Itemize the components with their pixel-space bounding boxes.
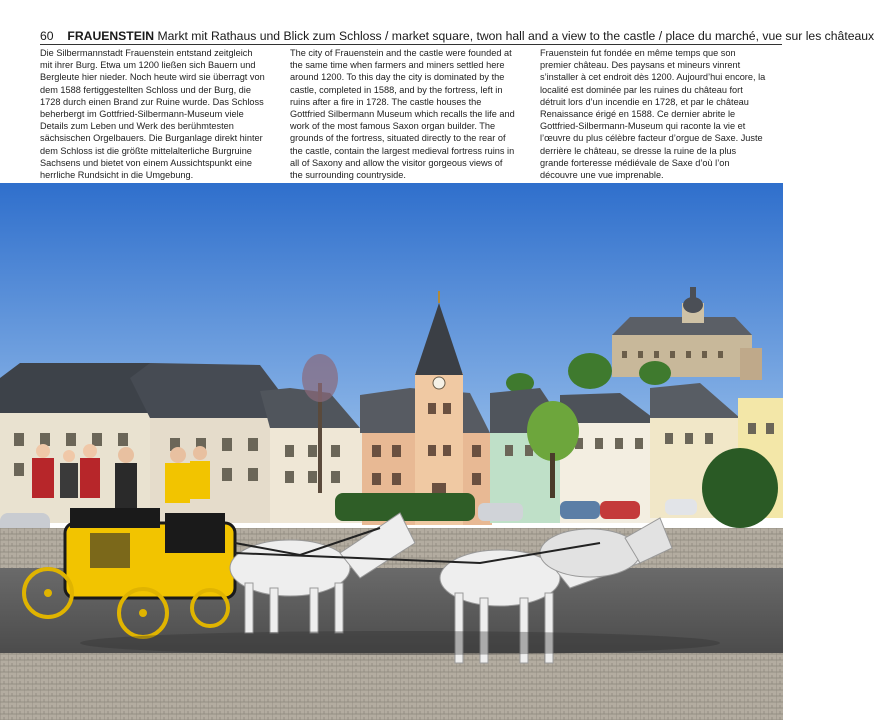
market-square-photo (0, 183, 783, 720)
french-text: Frauenstein fut fondée en même temps que son premier château. Des paysans et mineurs vinrent s’installer à cet endroit dès 1200. Aujourd’hui encore, la localité est dominée par les ruines du château fort détruit lors d’un incendie en 1728, et par le château Renaissance érigé en 1588. Ce dernier abrite le Gottfried-Silbermann-Museum qui raconte la vie et l’œuvre du plus célèbre facteur d’orgue de Saxe. Juste derrière le château, se dresse la ruine de la plus grande forteresse médiévale de Saxe d’où l’on découvre une vue imprenable. (540, 48, 766, 181)
hedge (335, 493, 475, 521)
german-text: Die Silbermannstadt Frauenstein entstand zeitgleich mit ihrer Burg. Etwa um 1200 ließen sich Bauern und Bergleute hier nieder. Noch heute wird sie überragt von dem 1588 fertiggestellten Schloss und der Burg, die 1728 durch einen Brand zur Ruine wurde. Das Schloss beherbergt im Gottfried-Silbermann-Museum viele Details zum Leben und Werk des berühmtesten sächsischen Orgelbauers. Die Burganlage direkt hinter dem Schloss ist die größte mittelalterliche Burgruine Sachsens und bietet von einem Aussichtspunkt eine herrliche Rundsicht in die Umgebung. (40, 48, 265, 181)
page-number: 60 (40, 29, 54, 43)
english-text: The city of Frauenstein and the castle were founded at the same time when farmers and miners settled here around 1200. To this day the city is dominated by the castle, completed in 1588, and by the fortress, left in ruins after a fire in 1728. The castle houses the Gottfried Silbermann Museum which recalls the life and work of the most famous Saxon organ builder. The grounds of the fortress, situated directly to the rear of the castle, contain the largest medieval fortress ruins in all of Saxony and allow the visitor gorgeous views of the surrounding countryside. (290, 48, 515, 181)
cobblestones (0, 653, 783, 720)
place-name: FRAUENSTEIN (67, 29, 155, 43)
header-rule (40, 44, 782, 45)
road-shadow (80, 631, 720, 655)
text-column-german (40, 47, 266, 181)
text-column-english (290, 47, 516, 181)
text-column-french (540, 47, 766, 181)
page-title: Markt mit Rathaus und Blick zum Schloss / market square, twon hall and a view to the castle / place du marché, vue sur les châteaux (157, 29, 874, 43)
page-header (40, 27, 874, 45)
